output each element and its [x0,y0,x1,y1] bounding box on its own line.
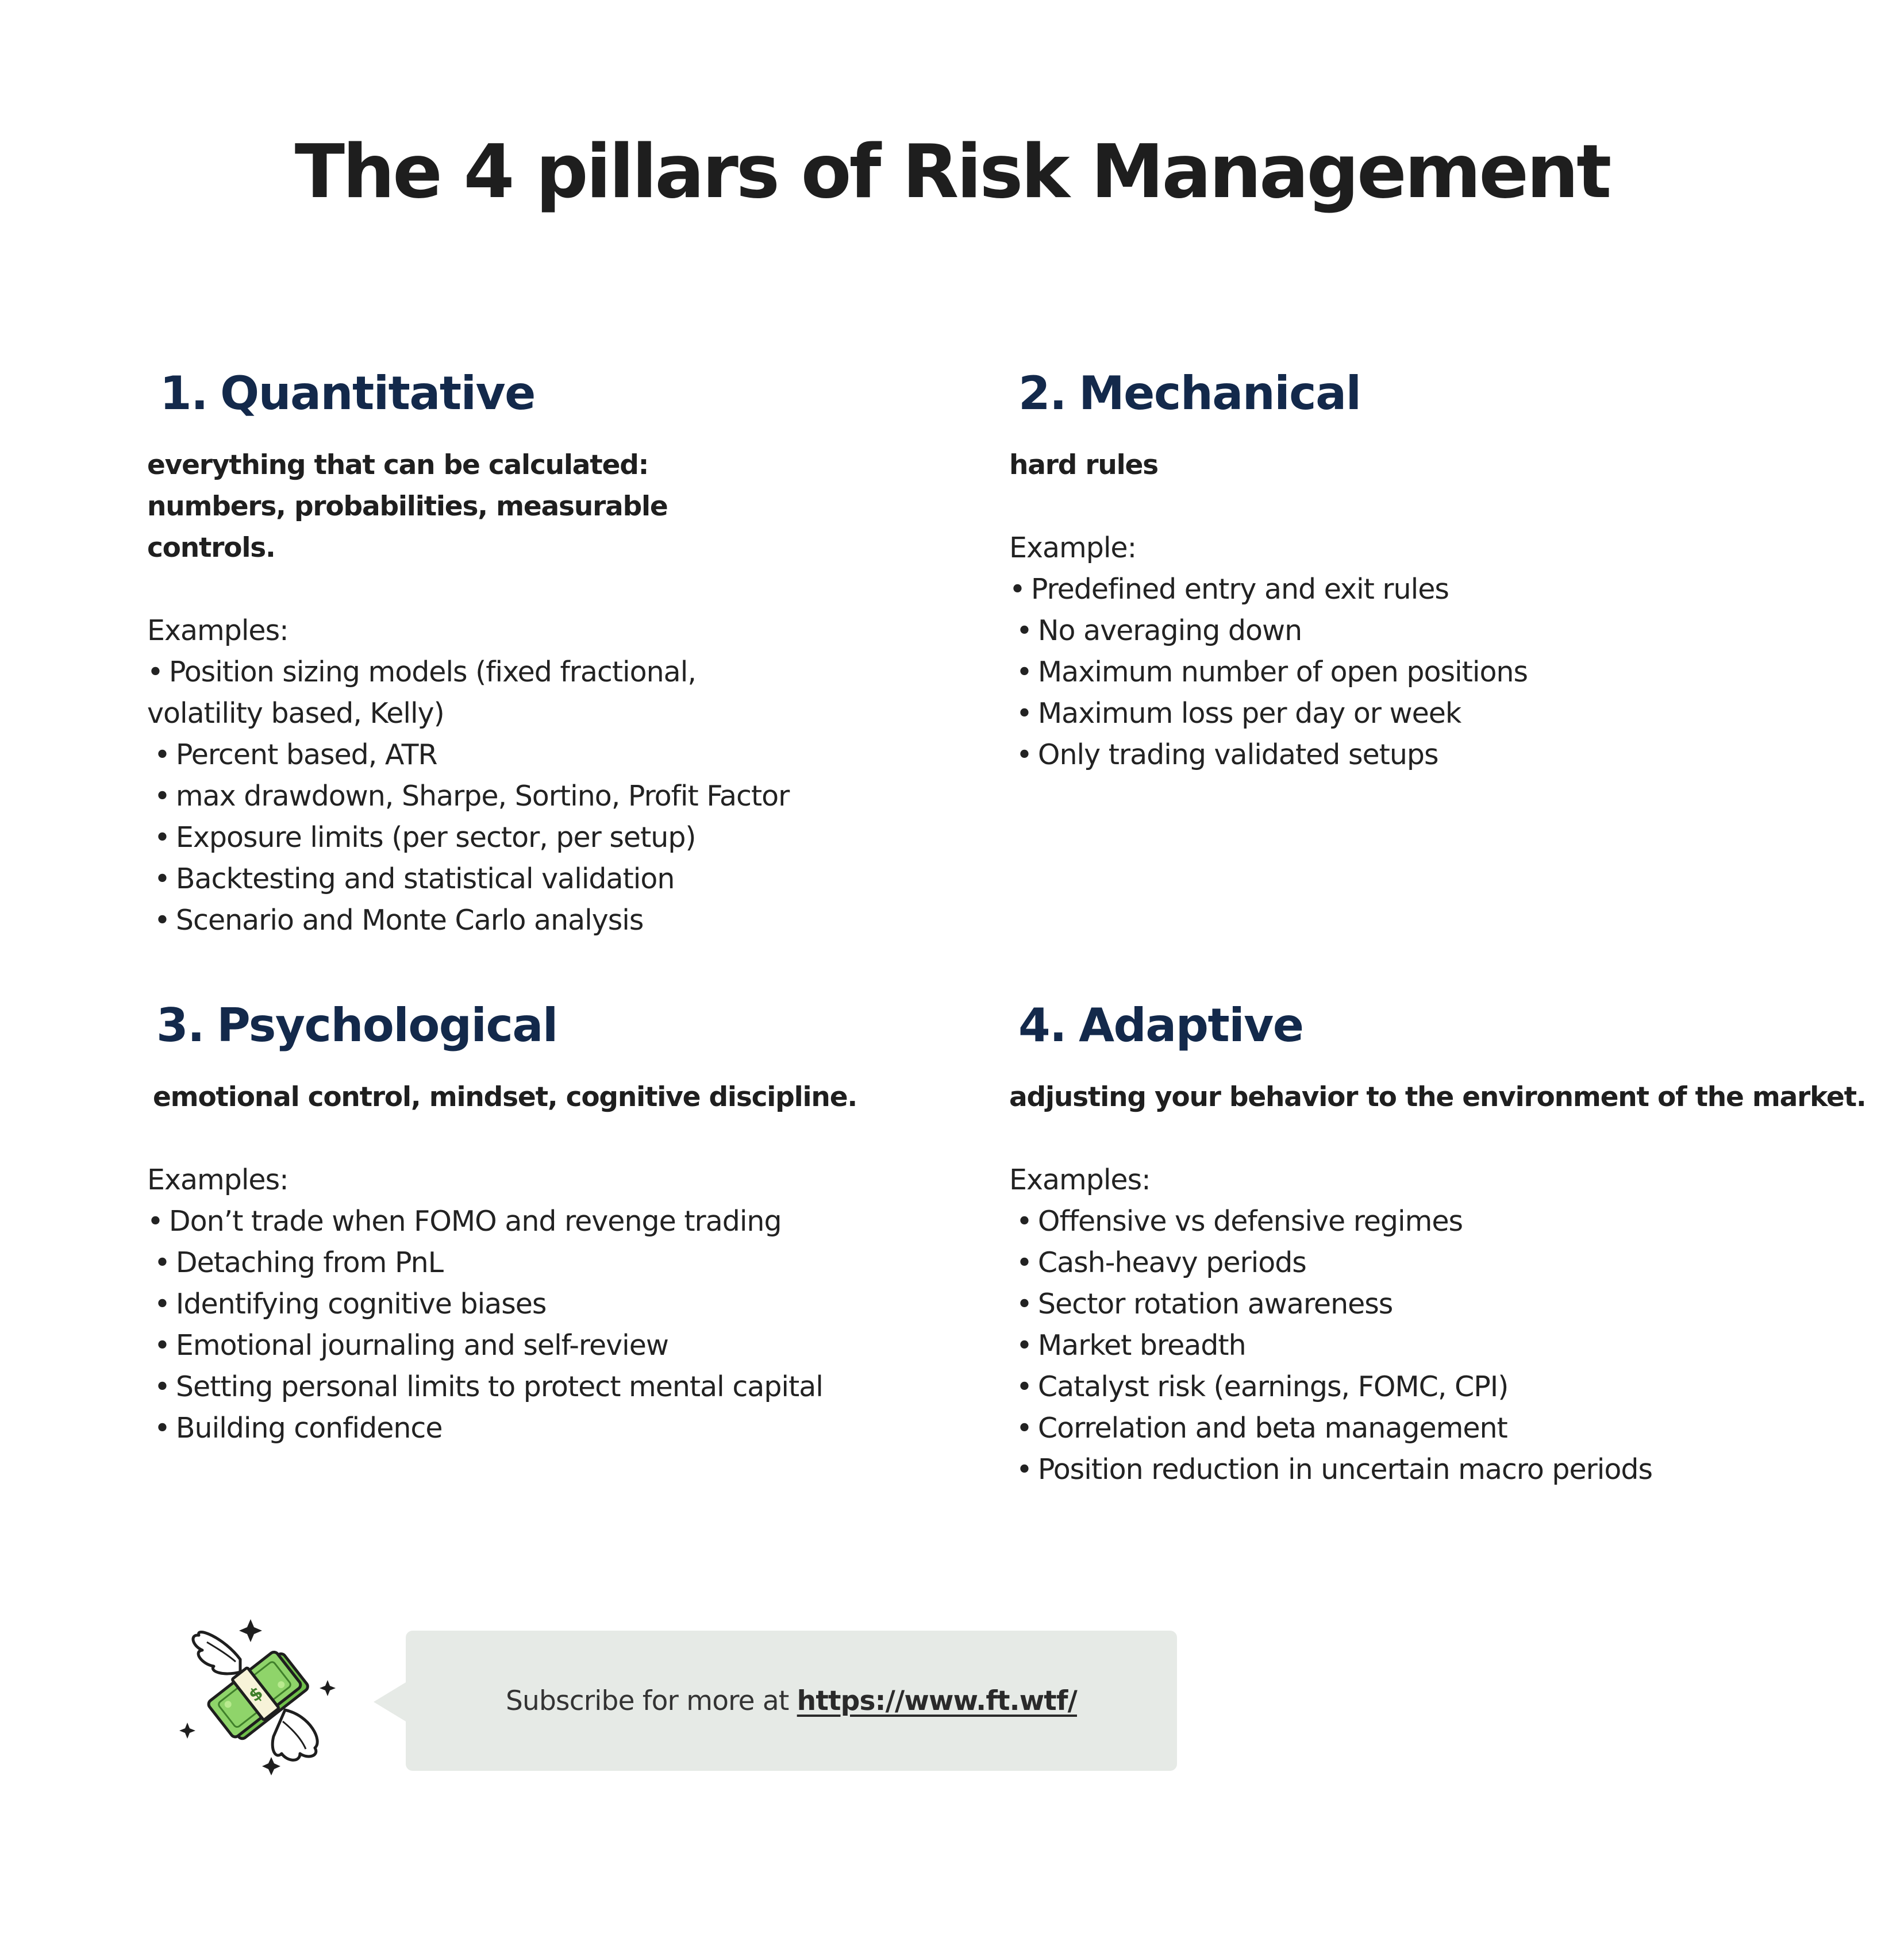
flying-money-icon [172,1609,345,1781]
svg-text:$: $ [245,1682,267,1706]
list-item: • Correlation and beta management [1016,1412,1507,1444]
list-item: • Offensive vs defensive regimes [1016,1205,1463,1238]
list-item: • Position reduction in uncertain macro periods [1016,1453,1653,1486]
pillar-number: 2. [1018,367,1067,420]
list-item: • Setting personal limits to protect mental capital [154,1370,823,1403]
pillar-number: 3. [156,999,205,1052]
list-item: • Don’t trade when FOMO and revenge trading [147,1205,782,1238]
pillar-heading [156,994,906,1057]
list-item: • Cash-heavy periods [1016,1246,1306,1279]
example-list [1009,1201,1768,1490]
examples-label: Examples: [147,614,289,647]
subscribe-callout [406,1631,1177,1771]
example-list [1009,569,1768,776]
list-item: • Backtesting and statistical validation [154,862,675,895]
list-item: • Sector rotation awareness [1016,1288,1393,1320]
pillar-summary: emotional control, mindset, cognitive discipline. [153,1081,857,1113]
subscribe-link[interactable]: https://www.ft.wtf/ [797,1685,1077,1717]
pillar-number: 4. [1018,999,1067,1052]
list-item: • Building confidence [154,1412,443,1444]
pillar-number: 1. [160,367,208,420]
pillar-heading [1018,994,1768,1057]
pillar-name: Psychological [217,999,557,1052]
pillar-name: Mechanical [1079,367,1361,420]
pillar-summary: adjusting your behavior to the environment of the market. [1009,1081,1866,1113]
examples-label: Examples: [1009,1164,1151,1196]
examples-label: Examples: [147,1164,289,1196]
list-item: • Position sizing models (fixed fractional, volatility based, Kelly) [147,656,696,730]
list-item: • Catalyst risk (earnings, FOMC, CPI) [1016,1370,1509,1403]
pillar-heading [1018,362,1768,425]
subscribe-prefix: Subscribe for more at [505,1685,789,1717]
pillar-heading [160,362,906,425]
list-item: • Percent based, ATR [154,738,437,771]
pillar-summary: hard rules [1009,449,1158,481]
list-item: • Maximum number of open positions [1016,656,1528,688]
pillar-quantitative [147,362,906,941]
list-item: • Only trading validated setups [1016,738,1438,771]
page-title: The 4 pillars of Risk Management [294,129,1610,215]
list-item: • Identifying cognitive biases [154,1288,547,1320]
example-list [147,1201,906,1449]
pillar-adaptive [1009,994,1866,1490]
list-item: • Exposure limits (per sector, per setup) [154,821,696,854]
example-list [147,652,802,941]
pillar-mechanical [1009,362,1768,776]
list-item: • No averaging down [1016,614,1302,647]
list-item: • max drawdown, Sharpe, Sortino, Profit Factor [154,780,790,812]
list-item: • Predefined entry and exit rules [1009,573,1449,606]
list-item: • Detaching from PnL [154,1246,444,1279]
list-item: • Market breadth [1016,1329,1246,1362]
list-item: • Scenario and Monte Carlo analysis [154,904,644,937]
subscribe-text [506,1685,1077,1717]
examples-label: Example: [1009,531,1137,564]
pillar-name: Quantitative [220,367,535,420]
pillar-psychological [147,994,906,1449]
list-item: • Emotional journaling and self-review [154,1329,668,1362]
pillar-summary: everything that can be calculated: numbers, probabilities, measurable controls. [147,449,668,564]
list-item: • Maximum loss per day or week [1016,697,1461,730]
pillar-name: Adaptive [1079,999,1303,1052]
